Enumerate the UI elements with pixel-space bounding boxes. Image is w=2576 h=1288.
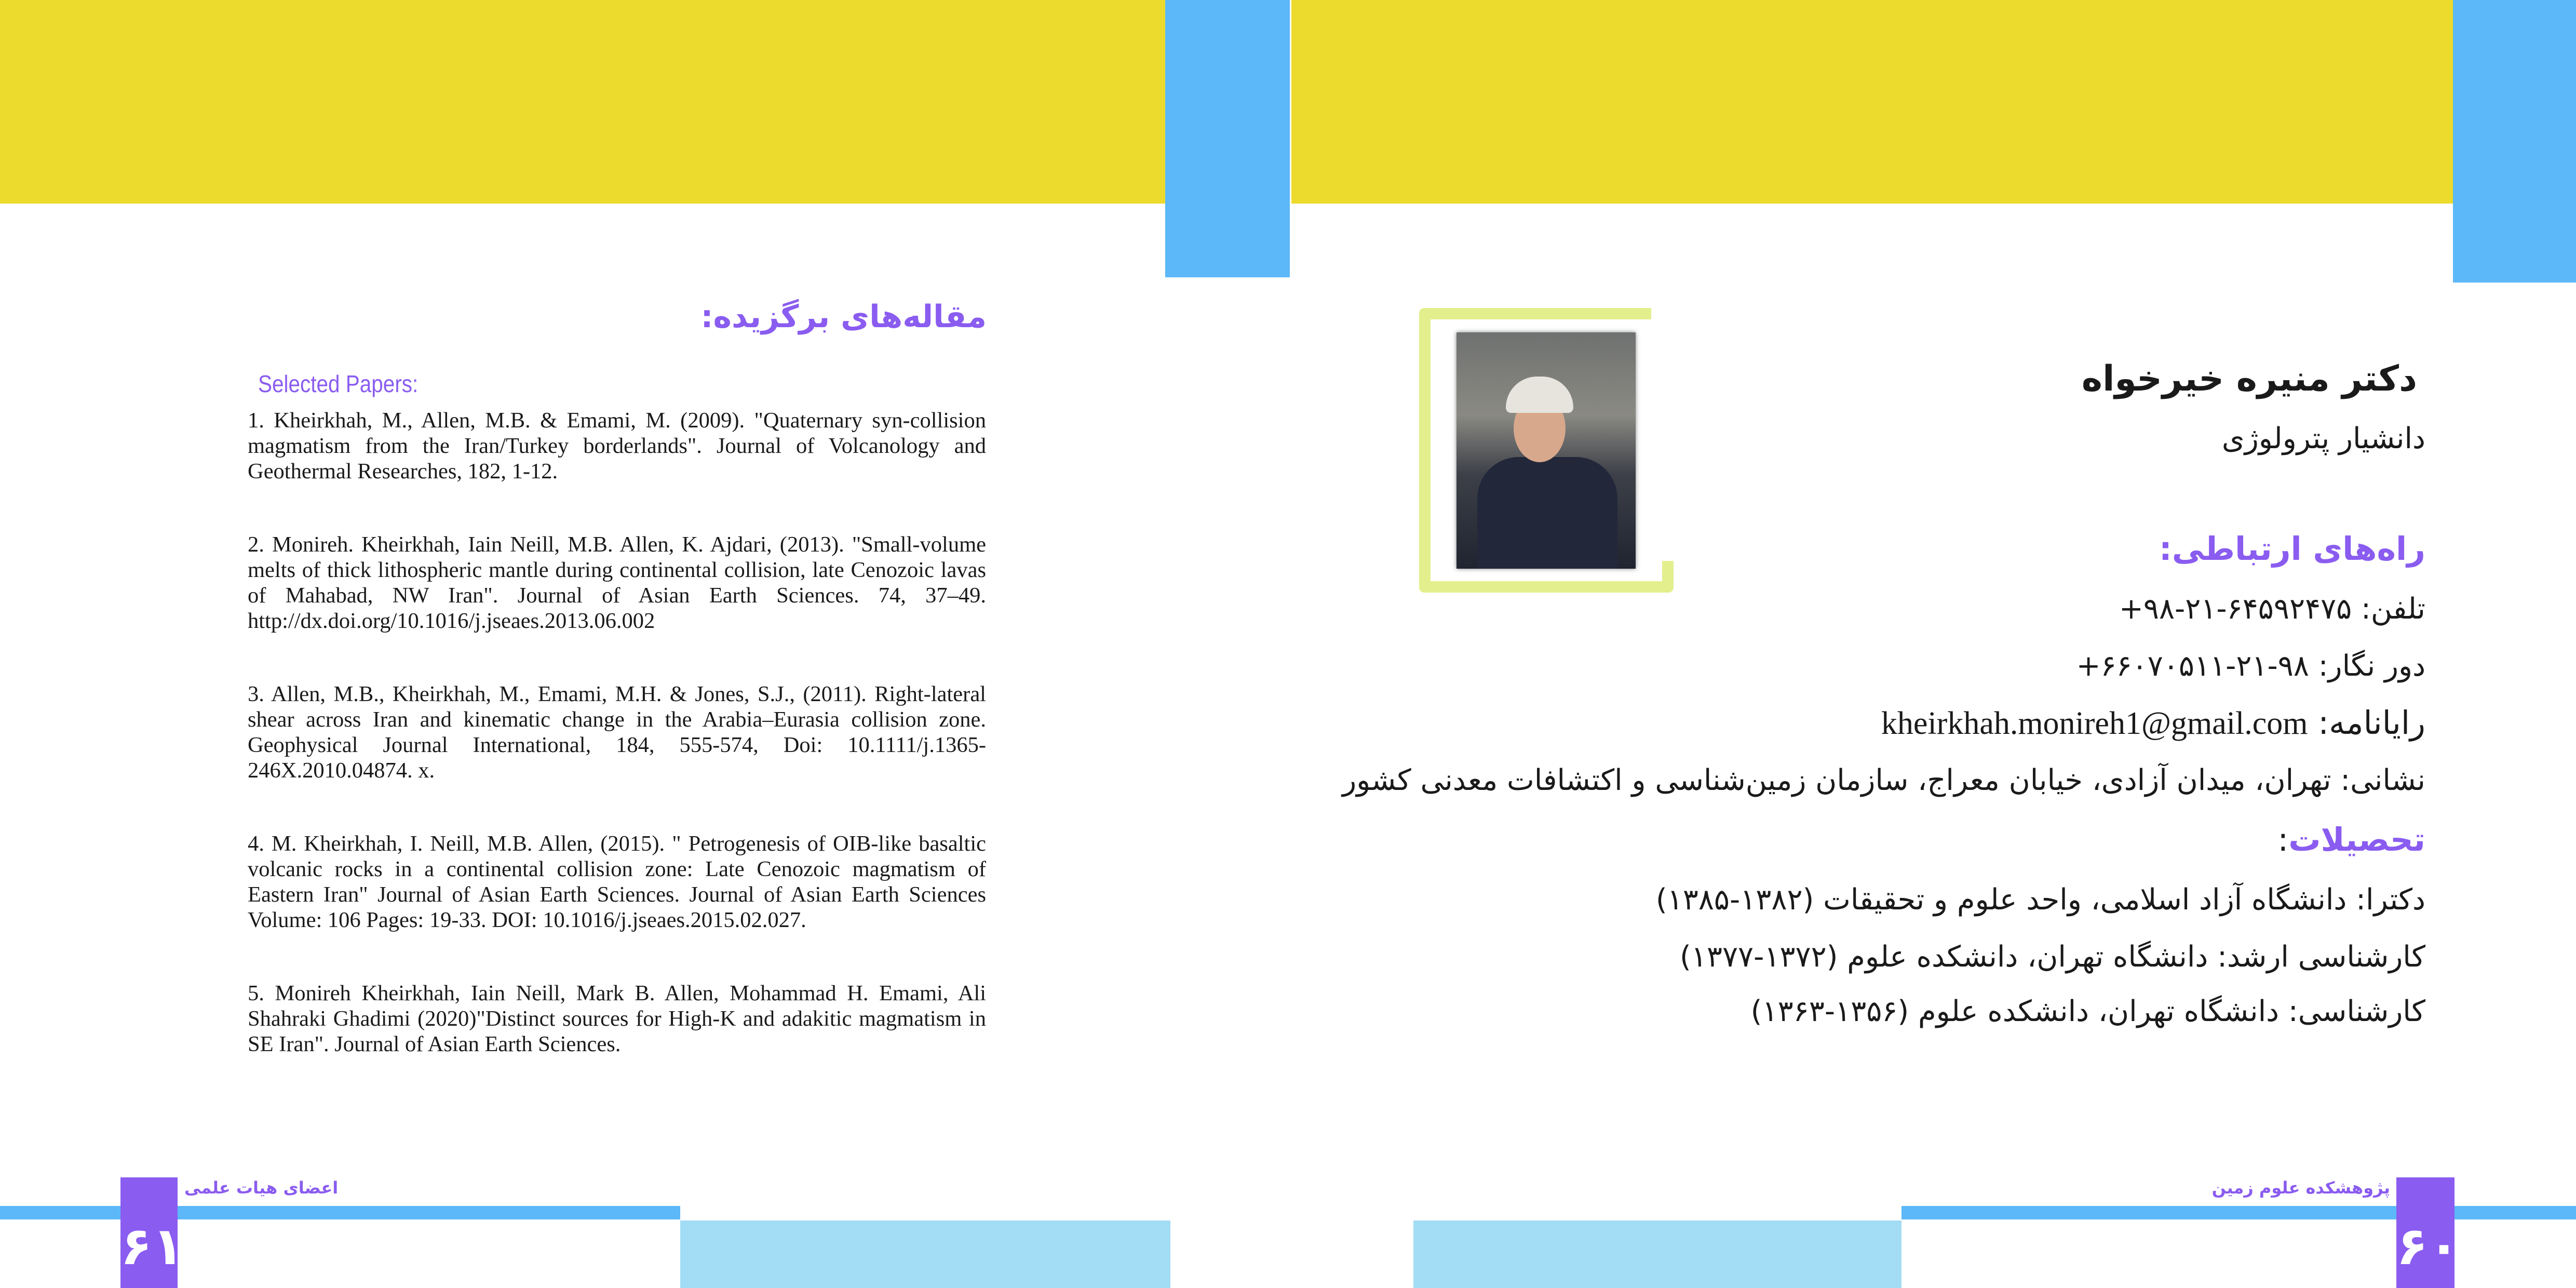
page-number-right: ۶۰ [2396, 1216, 2460, 1277]
address-line: نشانی: تهران، میدان آزادی، خیابان معراج، سازمان زمین‌شناسی و اکتشافات معدنی کشور [1342, 763, 2425, 797]
contact-heading: راه‌های ارتباطی: [2159, 530, 2425, 568]
photo-figure-hat [1506, 377, 1573, 413]
page-number-tab-right [2396, 1177, 2460, 1288]
papers-list [248, 408, 986, 1105]
blue-accent-left [1165, 0, 1290, 277]
top-banner-left [0, 0, 1165, 204]
education-phd: دکترا: دانشگاه آزاد اسلامی، واحد علوم و تحقیقات (۱۳۸۲-۱۳۸۵) [1655, 883, 2425, 917]
paper-item: 2. Monireh. Kheirkhah, Iain Neill, M.B. Allen, K. Ajdari, (2013). "Small-volume melts of thick lithospheric mantle during continental collision, late Cenozoic lavas of Mahabad, NW Iran". Journal of Asian Earth Sciences. 74, 37–49. http://dx.doi.org/10.1016/j.jseaes.2013.06.002 [248, 532, 986, 633]
photo-frame-gap [1651, 291, 1688, 561]
fax-line: دور نگار: ۹۸-۲۱-۶۶۰۷۰۵۱۱+ [2076, 649, 2425, 683]
photo-figure-body [1477, 457, 1617, 569]
page-number-left: ۶۱ [120, 1216, 184, 1277]
footer-line-right [1901, 1206, 2576, 1219]
person-name: دکتر منیره خیرخواه [2081, 358, 2417, 399]
education-ms: کارشناسی ارشد: دانشگاه تهران، دانشکده علوم (۱۳۷۲-۱۳۷۷) [1679, 940, 2425, 974]
footer-section-label-right: پژوهشکده علوم زمین [2211, 1178, 2390, 1198]
top-banner-right [1291, 0, 2576, 204]
blue-accent-right [2453, 0, 2576, 283]
footer-section-label-left: اعضای هیات علمی [184, 1178, 339, 1198]
education-heading-text: تحصیلات [2288, 821, 2425, 858]
email-label: رایانامه: [2308, 704, 2425, 742]
email-link[interactable]: kheirkhah.monireh1@gmail.com [1881, 706, 2308, 741]
paper-item: 5. Monireh Kheirkhah, Iain Neill, Mark B. Allen, Mohammad H. Emami, Ali Shahraki Ghadimi (2020)"Distinct sources for High-K and adakitic magmatism in SE Iran". Journal of Asian Earth Sciences. [248, 981, 986, 1056]
education-heading-colon: : [2277, 821, 2289, 858]
education-bs: کارشناسی: دانشگاه تهران، دانشکده علوم (۱۳۵۶-۱۳۶۳) [1750, 995, 2425, 1028]
academic-rank: دانشیار پترولوژی [2221, 422, 2425, 455]
paper-item: 1. Kheirkhah, M., Allen, M.B. & Emami, M. (2009). "Quaternary syn-collision magmatism from the Iran/Turkey borderlands". Journal of Volcanology and Geothermal Researches, 182, 1-12. [248, 408, 986, 484]
footer-block-right [1413, 1220, 1901, 1288]
profile-photo [1456, 332, 1636, 569]
email-line [1881, 704, 2425, 742]
selected-papers-title-en: Selected Papers: [258, 370, 419, 397]
footer-line-left [0, 1206, 680, 1219]
selected-papers-title-fa: مقاله‌های برگزیده: [700, 299, 987, 335]
phone-line: تلفن: ۶۴۵۹۲۴۷۵-۲۱-۹۸+ [2119, 592, 2425, 626]
footer-block-left [680, 1220, 1170, 1288]
paper-item: 3. Allen, M.B., Kheirkhah, M., Emami, M.H. & Jones, S.J., (2011). Right-lateral shear across Iran and kinematic change in the Arabia–Eurasia collision zone. Geophysical Journal International, 184, 555-574, Doi: 10.1111/j.1365-246X.2010.04874. x. [248, 682, 986, 783]
page-number-tab-left [120, 1177, 184, 1288]
education-heading [2277, 821, 2425, 858]
paper-item: 4. M. Kheirkhah, I. Neill, M.B. Allen, (2015). " Petrogenesis of OIB-like basaltic volcanic rocks in a continental collision zone: Late Cenozoic magmatism of Eastern Iran" Journal of Asian Earth Sciences. Journal of Asian Earth Sciences Volume: 106 Pages: 19-33. DOI: 10.1016/j.jseaes.2015.02.027. [248, 831, 986, 932]
